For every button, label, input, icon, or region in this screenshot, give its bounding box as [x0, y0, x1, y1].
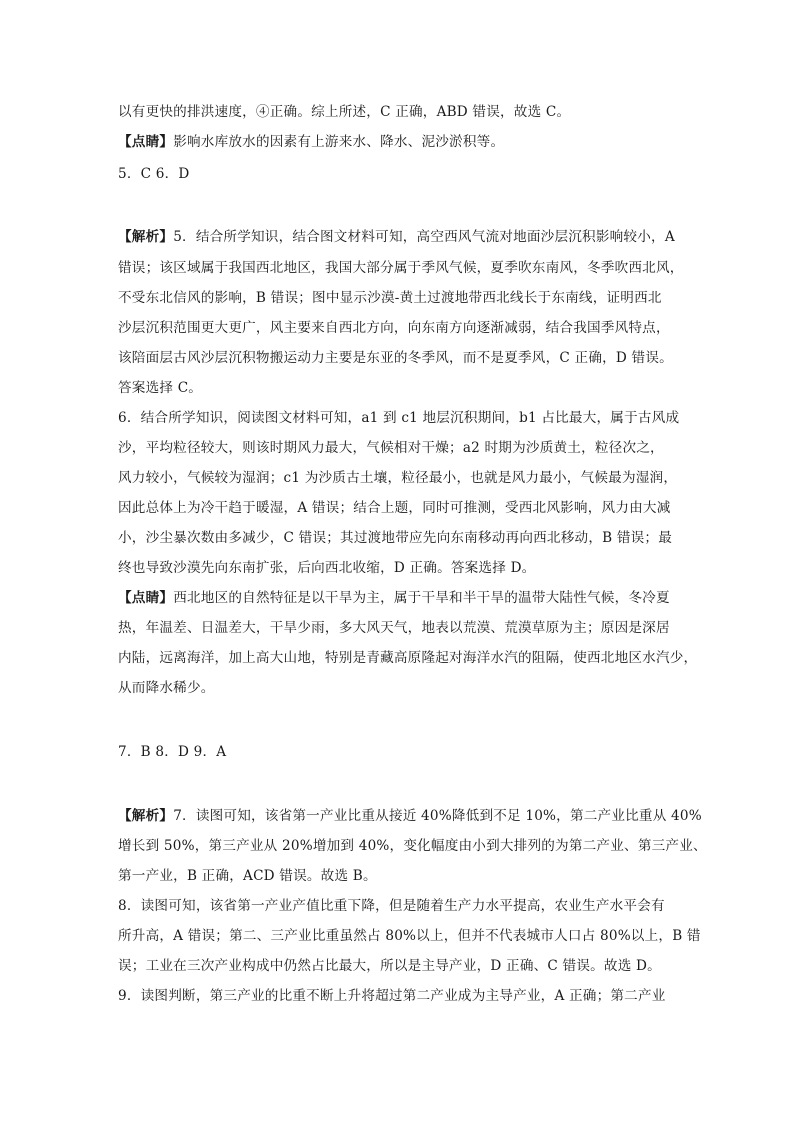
text-line: 5．结合所学知识，结合图文材料可知，高空西风气流对地面沙层沉积影响较小，A — [173, 229, 675, 245]
text-line: 风力较小，气候较为湿润；c1 为沙质古土壤，粒径最小，也就是风力最小，气候最为湿润， — [118, 470, 678, 486]
text-line: 影响水库放水的因素有上游来水、降水、泥沙淤积等。 — [173, 134, 505, 150]
text-line: 沙，平均粒径较大，则该时期风力最大，气候相对干燥；a2 时期为沙质黄土，粒径次之， — [118, 440, 664, 456]
answer-line: 7．B 8．D 9．A — [118, 744, 227, 760]
text-line: 终也导致沙漠先向东南扩张，后向西北收缩，D 正确。答案选择 D。 — [118, 560, 536, 576]
analysis-tag: 【解析】 — [118, 229, 174, 245]
text-line: 热，年温差、日温差大，干旱少雨，多大风天气，地表以荒漠、荒漠草原为主；原因是深居 — [118, 620, 670, 636]
comment-line — [118, 132, 678, 152]
text-line: 第一产业，B 正确，ACD 错误。故选 B。 — [118, 868, 377, 884]
answer-line: 5．C 6．D — [118, 166, 190, 182]
text-line: 该陪面层古风沙层沉积物搬运动力主要是东亚的冬季风，而不是夏季风，C 正确，D 错误。 — [118, 350, 673, 366]
comment-tag: 【点睛】 — [118, 134, 174, 150]
text-line: 所升高，A 错误；第二、三产业比重虽然占 80%以上，但并不代表城市人口占 80%以上，B 错 — [118, 928, 701, 944]
text-line: 因此总体上为冷干趋于暖湿，A 错误；结合上题，同时可推测，受西北风影响，风力由大减 — [118, 500, 671, 516]
text-line: 9．读图判断，第三产业的比重不断上升将超过第二产业成为主导产业，A 正确；第二产业 — [118, 988, 666, 1004]
text-line: 内陆，远离海洋，加上高大山地，特别是青藏高原隆起对海洋水汽的阻隔，使西北地区水汽少， — [118, 650, 698, 666]
text-line: 6．结合所学知识，阅读图文材料可知，a1 到 c1 地层沉积期间，b1 占比最大，属于古风成 — [118, 410, 680, 426]
text-line: 误；工业在三次产业构成中仍然占比最大，所以是主导产业，D 正确、C 错误。故选 D。 — [118, 958, 661, 974]
text-line: 答案选择 C。 — [118, 380, 203, 396]
text-line: 不受东北信风的影响，B 错误；图中显示沙漠-黄土过渡地带西北线长于东南线，证明西北 — [118, 290, 662, 306]
comment-tag: 【点睛】 — [118, 590, 174, 606]
text-line: 沙层沉积范围更大更广，风主要来自西北方向，向东南方向逐渐减弱，结合我国季风特点， — [118, 320, 670, 336]
comment-line — [118, 588, 678, 608]
analysis-line — [118, 227, 678, 247]
text-line: 小，沙尘暴次数由多减少，C 错误；其过渡地带应先向东南移动再向西北移动，B 错误；最 — [118, 530, 672, 546]
analysis-tag: 【解析】 — [118, 808, 174, 824]
text-line: 7．读图可知，该省第一产业比重从接近 40%降低到不足 10%，第二产业比重从 40% — [173, 808, 702, 824]
text-line: 增长到 50%，第三产业从 20%增加到 40%，变化幅度由小到大排列的为第二产业、第三产业、 — [118, 838, 707, 854]
text-line: 8．读图可知，该省第一产业产值比重下降，但是随着生产力水平提高，农业生产水平会有 — [118, 898, 665, 914]
analysis-line — [118, 806, 702, 826]
text-line: 以有更快的排洪速度，④正确。综上所述，C 正确，ABD 错误，故选 C。 — [118, 104, 571, 120]
text-line: 西北地区的自然特征是以干旱为主，属于干旱和半干旱的温带大陆性气候，冬冷夏 — [173, 590, 670, 606]
text-line: 从而降水稀少。 — [118, 680, 215, 696]
text-line: 错误；该区域属于我国西北地区，我国大部分属于季风气候，夏季吹东南风，冬季吹西北风， — [118, 260, 684, 276]
